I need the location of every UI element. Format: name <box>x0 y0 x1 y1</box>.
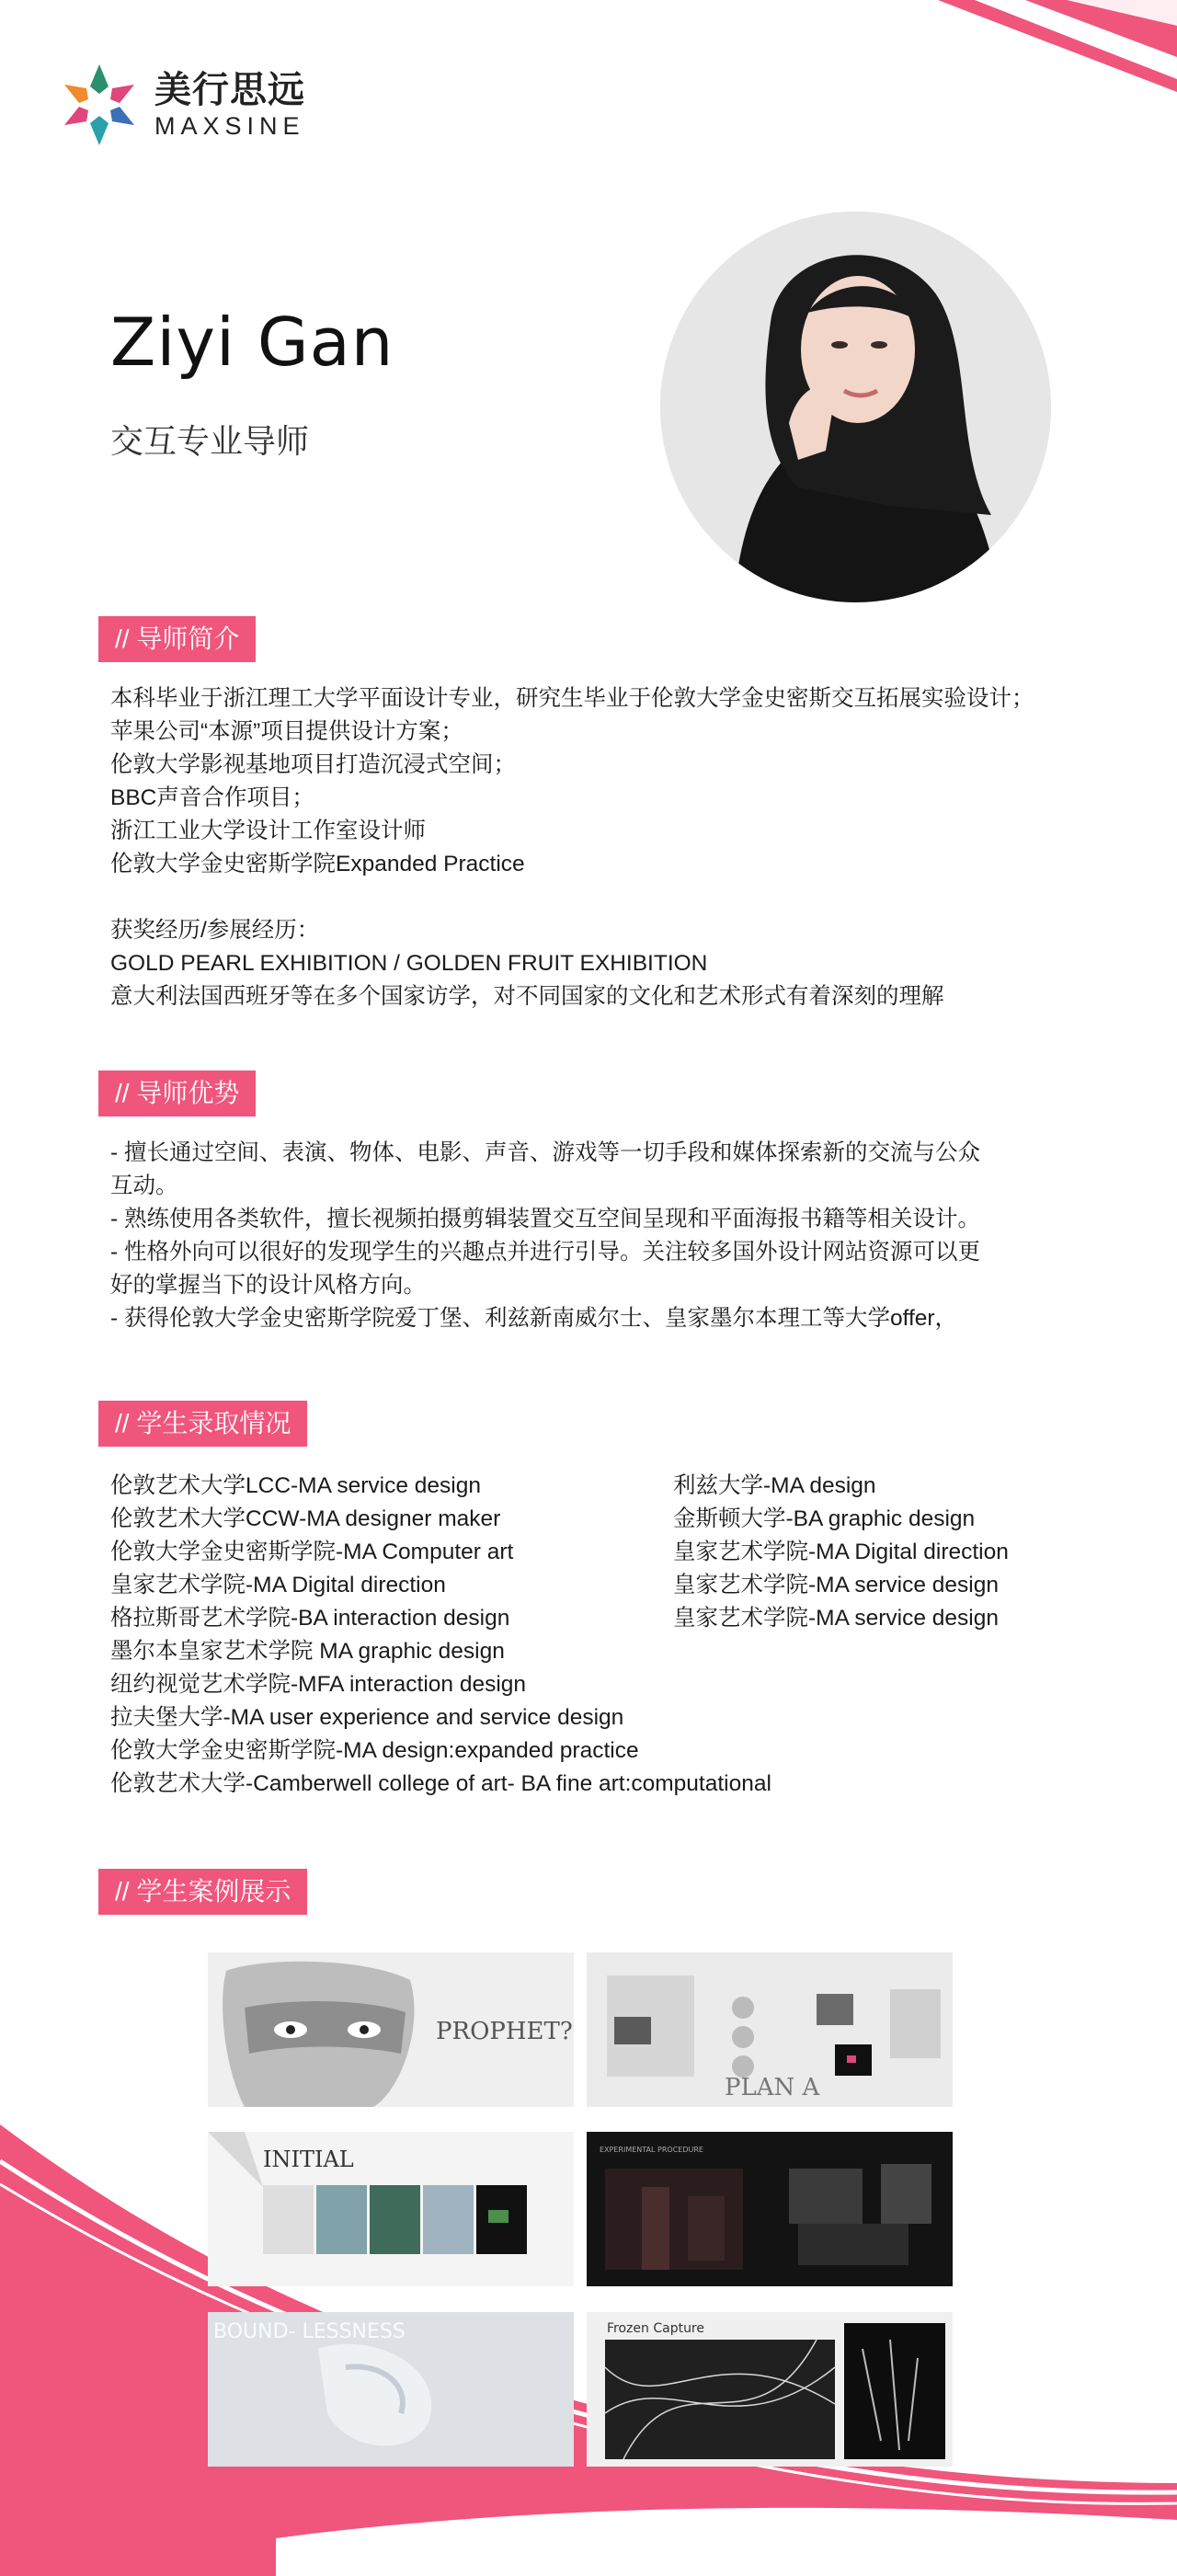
intro-line: 伦敦大学金史密斯学院Expanded Practice <box>110 852 525 876</box>
admissions-right-column <box>673 1470 1009 1635</box>
tutor-portrait <box>660 212 1051 602</box>
intro-line: GOLD PEARL EXHIBITION / GOLDEN FRUIT EXHIBITION <box>110 951 708 976</box>
strength-line: - 熟练使用各类软件，擅长视频拍摄剪辑装置交互空间呈现和平面海报书籍等相关设计。 <box>110 1207 980 1231</box>
admission-item: 伦敦艺术大学-Camberwell college of art- BA fine art:computational <box>110 1771 771 1796</box>
strength-line: - 擅长通过空间、表演、物体、电影、声音、游戏等一切手段和媒体探索新的交流与公众 <box>110 1140 980 1165</box>
admission-item: 皇家艺术学院-MA Digital direction <box>110 1573 446 1597</box>
thumb-caption: PROPHET? <box>436 2018 573 2045</box>
work-thumbnail[interactable] <box>208 2132 574 2286</box>
thumb-caption: Frozen Capture <box>607 2321 704 2336</box>
thumb-caption: INITIAL <box>263 2147 354 2172</box>
thumb-caption: EXPERIMENTAL PROCEDURE <box>600 2146 703 2154</box>
section-title-strengths: // 导师优势 <box>98 1070 256 1116</box>
section-title-admissions: // 学生录取情况 <box>98 1401 307 1447</box>
thumb-caption: BOUND- LESSNESS <box>213 2320 406 2343</box>
work-thumbnail[interactable] <box>208 1952 574 2107</box>
work-thumbnail[interactable] <box>587 2132 953 2286</box>
strength-line: 好的掌握当下的设计风格方向。 <box>110 1273 426 1298</box>
brand-logo <box>53 59 305 151</box>
section-title-showcase: // 学生案例展示 <box>98 1869 307 1915</box>
admission-item: 利兹大学-MA design <box>673 1473 876 1498</box>
work-thumbnail[interactable] <box>208 2312 574 2467</box>
admission-item: 金斯顿大学-BA graphic design <box>673 1506 976 1531</box>
strengths-paragraph <box>110 1137 980 1335</box>
intro-line: 浙江工业大学设计工作室设计师 <box>110 819 426 843</box>
admission-item: 墨尔本皇家艺术学院 MA graphic design <box>110 1639 505 1664</box>
tutor-role: 交互专业导师 <box>110 422 310 460</box>
admission-item: 纽约视觉艺术学院-MFA interaction design <box>110 1672 527 1697</box>
logo-english-name: MAXSINE <box>154 111 305 140</box>
admission-item: 皇家艺术学院-MA Digital direction <box>673 1540 1009 1564</box>
intro-line: 意大利法国西班牙等在多个国家访学，对不同国家的文化和艺术形式有着深刻的理解 <box>110 984 944 1009</box>
strength-line: 互动。 <box>110 1174 178 1198</box>
strength-line: - 性格外向可以很好的发现学生的兴趣点并进行引导。关注较多国外设计网站资源可以更 <box>110 1240 980 1265</box>
snowflake-logo-icon <box>53 59 145 151</box>
intro-paragraph <box>110 682 1034 1013</box>
admission-item: 伦敦大学金史密斯学院-MA Computer art <box>110 1540 514 1564</box>
intro-line: 获奖经历/参展经历： <box>110 918 320 943</box>
admission-item: 伦敦艺术大学LCC-MA service design <box>110 1473 481 1498</box>
intro-line: BBC声音合作项目； <box>110 785 314 810</box>
admission-item: 拉夫堡大学-MA user experience and service design <box>110 1705 624 1730</box>
intro-line: 伦敦大学影视基地项目打造沉浸式空间； <box>110 752 516 777</box>
intro-line <box>110 881 1034 914</box>
thumb-caption: PLAN A <box>725 2074 820 2101</box>
admission-item: 皇家艺术学院-MA service design <box>673 1606 999 1631</box>
logo-chinese-name: 美行思远 <box>154 69 305 110</box>
admission-item: 伦敦大学金史密斯学院-MA design:expanded practice <box>110 1738 639 1763</box>
work-thumbnail[interactable] <box>587 1952 953 2107</box>
admission-item: 格拉斯哥艺术学院-BA interaction design <box>110 1606 510 1631</box>
strength-line: - 获得伦敦大学金史密斯学院爱丁堡、利兹新南威尔士、皇家墨尔本理工等大学offer， <box>110 1306 958 1331</box>
work-thumbnail[interactable] <box>587 2312 953 2467</box>
admission-item: 皇家艺术学院-MA service design <box>673 1573 999 1597</box>
admission-item: 伦敦艺术大学CCW-MA designer maker <box>110 1506 501 1531</box>
section-title-intro: // 导师简介 <box>98 616 256 662</box>
intro-line: 苹果公司“本源”项目提供设计方案； <box>110 719 463 744</box>
tutor-name: Ziyi Gan <box>110 303 394 381</box>
intro-line: 本科毕业于浙江理工大学平面设计专业，研究生毕业于伦敦大学金史密斯交互拓展实验设计； <box>110 686 1034 711</box>
